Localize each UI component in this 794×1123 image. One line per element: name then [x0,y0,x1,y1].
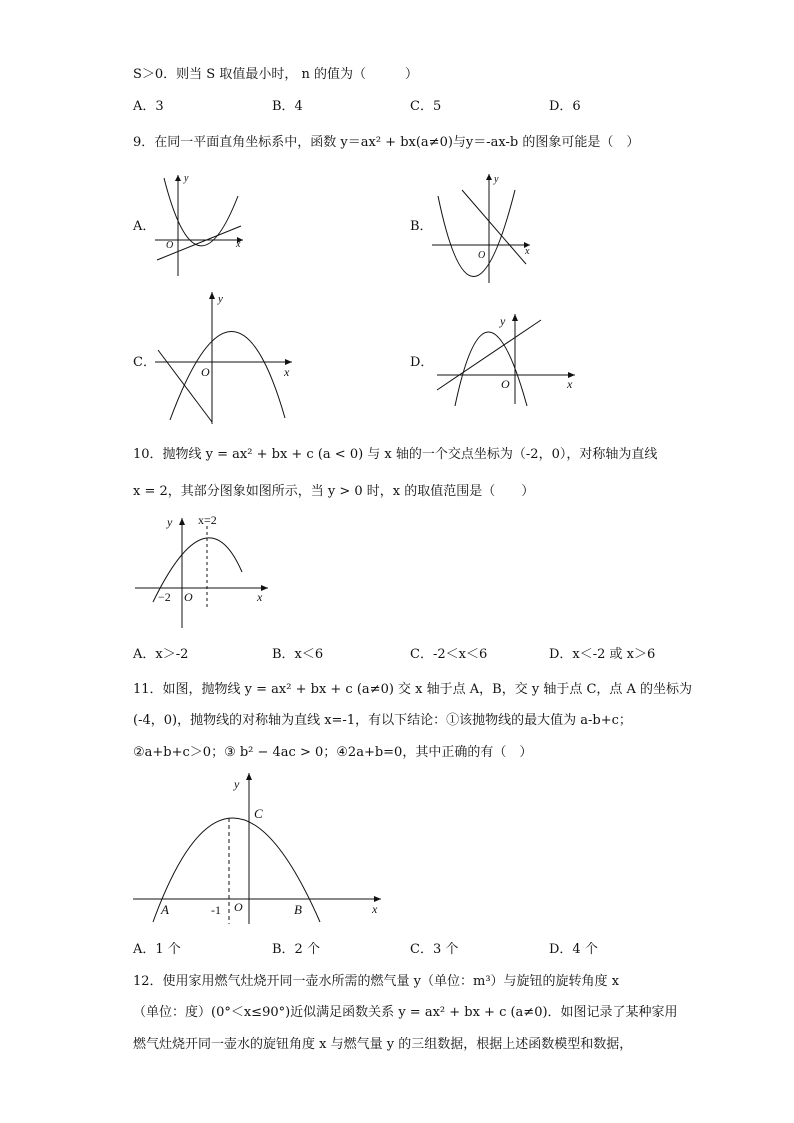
q9-option-c-letter: C． [133,355,156,370]
q9-option-d-letter: D． [410,355,434,370]
q9-stem: 9．在同一平面直角坐标系中，函数 y＝ax² + bx(a≠0)与y＝-ax-b 的图象可能是（ ） [133,135,640,150]
q11-option-b: B．2 个 [272,942,320,957]
q10-neg-two-label: −2 [158,590,171,604]
q9c-x-label: x [284,365,290,379]
q9-option-b-letter: B． [410,219,433,234]
q10-stem-line2: x = 2，其部分图象如图所示，当 y > 0 时，x 的取值范围是（ ） [133,484,535,499]
q12-line1: 12．使用家用燃气灶烧开同一壶水所需的燃气量 y（单位：m³）与旋钮的旋转角度 x [133,974,620,989]
q9b-x-label: x [525,246,530,257]
q11-c-label: C [254,806,263,821]
q8-option-b: B．4 [272,99,303,114]
q11-y-arrow [246,773,252,780]
q11-a-label: A [161,902,169,917]
q11-origin-label: O [234,900,243,914]
q8-option-d: D．6 [549,99,581,114]
q9a-x-label: x [236,239,241,250]
q12-line2: （单位：度）(0°＜x≤90°)近似满足函数关系 y = ax² + bx + c (a≠0)．如图记录了某种家用 [133,1005,678,1020]
q8-stem-tail: S＞0．则当 S 取值最小时， n 的值为（ ） [133,67,418,82]
q11-x-label: x [372,902,378,916]
q11-minus-one-label: -1 [211,903,221,917]
q10-y-label: y [167,515,173,529]
q12-line3: 燃气灶烧开同一壶水的旋钮角度 x 与燃气量 y 的三组数据，根据上述函数模型和数据， [133,1037,633,1052]
q9a-y-label: y [184,173,189,184]
q11-option-c: C．3 个 [410,942,459,957]
q10-stem-line1: 10．抛物线 y = ax² + bx + c (a < 0) 与 x 轴的一个交点坐标为（-2，0），对称轴为直线 [133,447,658,462]
q11-b-label: B [294,902,302,917]
q11-option-a: A．1 个 [133,942,181,957]
q9a-origin-label: O [166,240,174,251]
q10-option-d: D．x＜-2 或 x＞6 [549,647,656,662]
q9b-y-label: y [494,174,499,185]
q9c-y-label: y [218,293,223,305]
q11-option-d: D．4 个 [549,942,598,957]
q9-option-a-letter: A． [133,219,156,234]
q10-axis-line-label: x=2 [198,513,217,527]
q9c-origin-label: O [201,365,210,379]
q9d-y-label: y [500,314,506,328]
q9b-origin-label: O [478,250,486,261]
q8-option-c: C．5 [410,99,442,114]
q10-x-label: x [257,590,263,604]
q10-option-b: B．x＜6 [272,647,324,662]
q10-option-c: C．-2＜x＜6 [410,647,488,662]
q9d-origin-label: O [501,377,510,391]
q8-option-a: A．3 [133,99,164,114]
q10-origin-label: O [184,590,193,604]
q11-stem-line1: 11．如图，抛物线 y = ax² + bx + c (a≠0) 交 x 轴于点 A，B，交 y 轴于点 C，点 A 的坐标为 [133,682,693,697]
q11-stem-line3: ②a+b+c＞0；③ b² − 4ac > 0；④2a+b=0，其中正确的有（ ） [133,745,533,760]
q9d-x-label: x [567,377,573,391]
q11-y-label: y [234,777,240,791]
q10-option-a: A．x＞-2 [133,647,189,662]
q11-stem-line2: (-4，0)，抛物线的对称轴为直线 x=-1，有以下结论：①该抛物线的最大值为 a-b+c； [133,713,632,728]
